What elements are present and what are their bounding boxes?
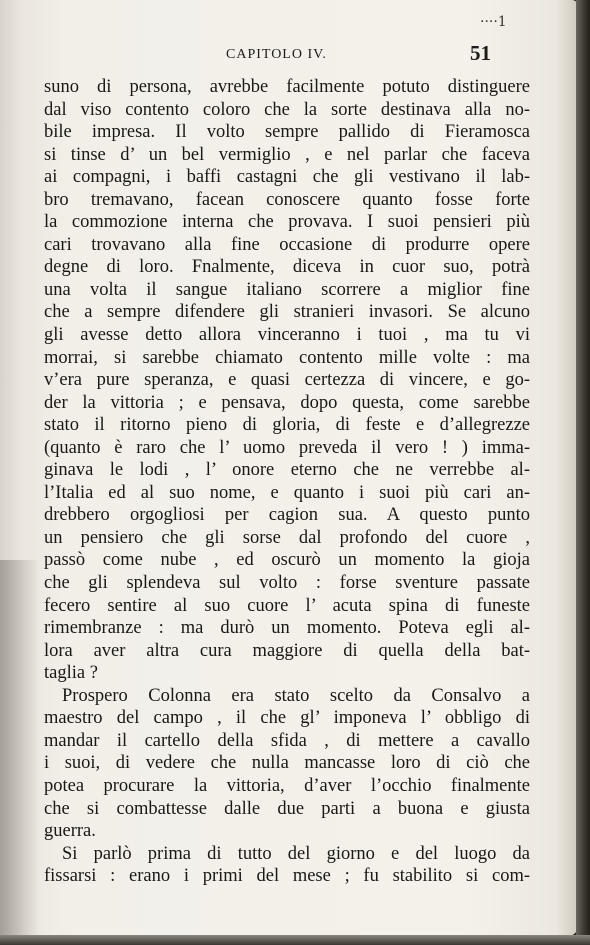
text-line: bro tremavano, facean conoscere quanto fosse forte: [44, 189, 530, 210]
text-line: morrai, si sarebbe chiamato contento mille volte : ma: [44, 347, 530, 368]
corner-mark: ····1: [480, 14, 507, 30]
text-line: che a sempre difendere gli stranieri invasori. Se alcuno: [44, 302, 530, 323]
text-line: cari trovavano alla fine occasione di produrre opere: [44, 234, 530, 255]
text-line: i suoi, di vedere che nulla mancasse loro di ciò che: [44, 753, 530, 774]
text-line: che gli splendeva sul volto : forse sventure passate: [44, 573, 530, 594]
paragraph-start-line: Prospero Colonna era stato scelto da Consalvo a: [62, 685, 530, 706]
text-line: stato il ritorno pieno di gloria, di feste e d’allegrezze: [44, 415, 530, 436]
text-line: potea procurare la vittoria, d’aver l’occhio finalmente: [44, 775, 530, 796]
page-number: 51: [470, 41, 491, 65]
text-line: (quanto è raro che l’ uomo preveda il vero ! ) imma-: [44, 437, 530, 458]
text-line: gli avesse detto allora vinceranno i tuoi , ma tu vi: [44, 325, 530, 346]
text-line: ginava le lodi , l’ onore eterno che ne verrebbe al-: [44, 460, 530, 481]
text-line: passò come nube , ed oscurò un momento la gioja: [44, 550, 530, 571]
text-line: che si combattesse dalle due parti a buona e giusta: [44, 798, 530, 819]
book-edge: [576, 0, 590, 945]
text-line: bile impresa. Il volto sempre pallido di Fieramosca: [44, 122, 530, 143]
running-head: CAPITOLO IV.: [226, 47, 327, 62]
text-line: lora aver altra cura maggiore di quella della bat-: [44, 640, 530, 661]
text-line: l’Italia ed al suo nome, e quanto i suoi più cari an-: [44, 482, 530, 503]
body-text: [44, 76, 530, 888]
text-line: rimembranze : ma durò un momento. Poteva egli al-: [44, 618, 530, 639]
text-line: fecero sentire al suo cuore l’ acuta spina di funeste: [44, 595, 530, 616]
text-line: degne di loro. Fnalmente, diceva in cuor suo, potrà: [44, 257, 530, 278]
text-line: si tinse d’ un bel vermiglio , e nel parlar che faceva: [44, 144, 530, 165]
text-line: v’era pure speranza, e quasi certezza di vincere, e go-: [44, 370, 530, 391]
text-line: der la vittoria ; e pensava, dopo questa, come sarebbe: [44, 392, 530, 413]
page-shadow: [0, 560, 40, 936]
paragraph-start-line: Si parlò prima di tutto del giorno e del luogo da: [62, 843, 530, 864]
text-line: fissarsi : erano i primi del mese ; fu stabilito si com-: [44, 866, 530, 887]
paragraph-end-line: taglia ?: [44, 663, 98, 684]
text-line: un pensiero che gli sorse dal profondo del cuore ,: [44, 527, 530, 548]
text-line: mandar il cartello della sfida , di mettere a cavallo: [44, 730, 530, 751]
page-bottom-edge: [0, 935, 590, 945]
text-line: la commozione interna che provava. I suoi pensieri più: [44, 212, 530, 233]
text-line: drebbero orgogliosi per cagion sua. A questo punto: [44, 505, 530, 526]
text-line: maestro del campo , il che gl’ imponeva l’ obbligo di: [44, 708, 530, 729]
text-line: suno di persona, avrebbe facilmente potuto distinguere: [44, 77, 530, 97]
text-line: ai compagni, i baffi castagni che gli vestivano il lab-: [44, 167, 530, 188]
text-line: una volta il sangue italiano scorrere a miglior fine: [44, 279, 530, 300]
text-line: dal viso contento coloro che la sorte destinava alla no-: [44, 99, 530, 120]
paragraph-end-line: guerra.: [44, 821, 96, 842]
